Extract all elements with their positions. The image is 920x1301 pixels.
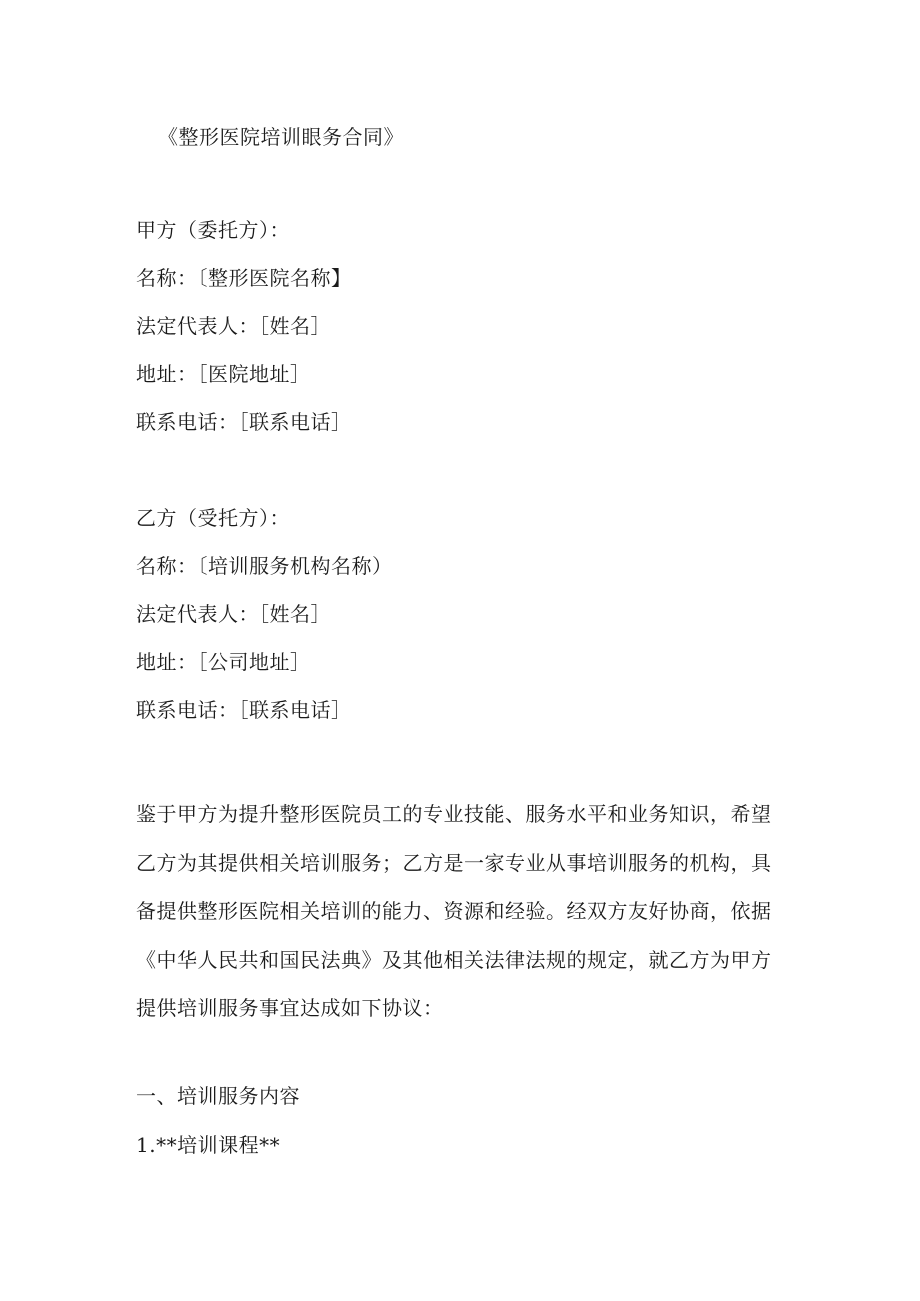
section-heading: 一、培训服务内容 xyxy=(136,1084,300,1108)
party-a-heading: 甲方（委托方）： xyxy=(136,218,290,242)
preamble-line: 鉴于甲方为提升整形医院员工的专业技能、服务水平和业务知识，希望 xyxy=(136,802,772,826)
party-b-representative: 法定代表人：［姓名］ xyxy=(136,602,331,626)
preamble-line: 《中华人民共和国民法典》及其他相关法律法规的规定，就乙方为甲方 xyxy=(136,947,772,972)
section-item: 1.**培训课程** xyxy=(136,1133,281,1157)
preamble-paragraph xyxy=(136,790,776,1033)
party-a-address: 地址：［医院地址］ xyxy=(136,362,311,386)
party-a-representative: 法定代表人：［姓名］ xyxy=(136,314,331,338)
preamble-line: 乙方为其提供相关培训服务；乙方是一家专业从事培训服务的机构，具 xyxy=(136,850,772,875)
party-b-address: 地址：［公司地址］ xyxy=(136,650,311,674)
party-a-phone: 联系电话：［联系电话］ xyxy=(136,410,352,434)
party-b-phone: 联系电话：［联系电话］ xyxy=(136,698,352,722)
preamble-line: 备提供整形医院相关培训的能力、资源和经验。经双方友好协商，依据 xyxy=(136,899,772,923)
document-title: 《整形医院培训眼务合同》 xyxy=(158,125,404,149)
preamble-line: 提供培训服务事宜达成如下协议： xyxy=(136,996,444,1020)
party-a-name: 名称：〔整形医院名称】 xyxy=(136,266,352,290)
party-b-heading: 乙方（受托方）： xyxy=(136,506,290,530)
party-b-name: 名称：〔培训服务机构名称） xyxy=(136,554,393,578)
